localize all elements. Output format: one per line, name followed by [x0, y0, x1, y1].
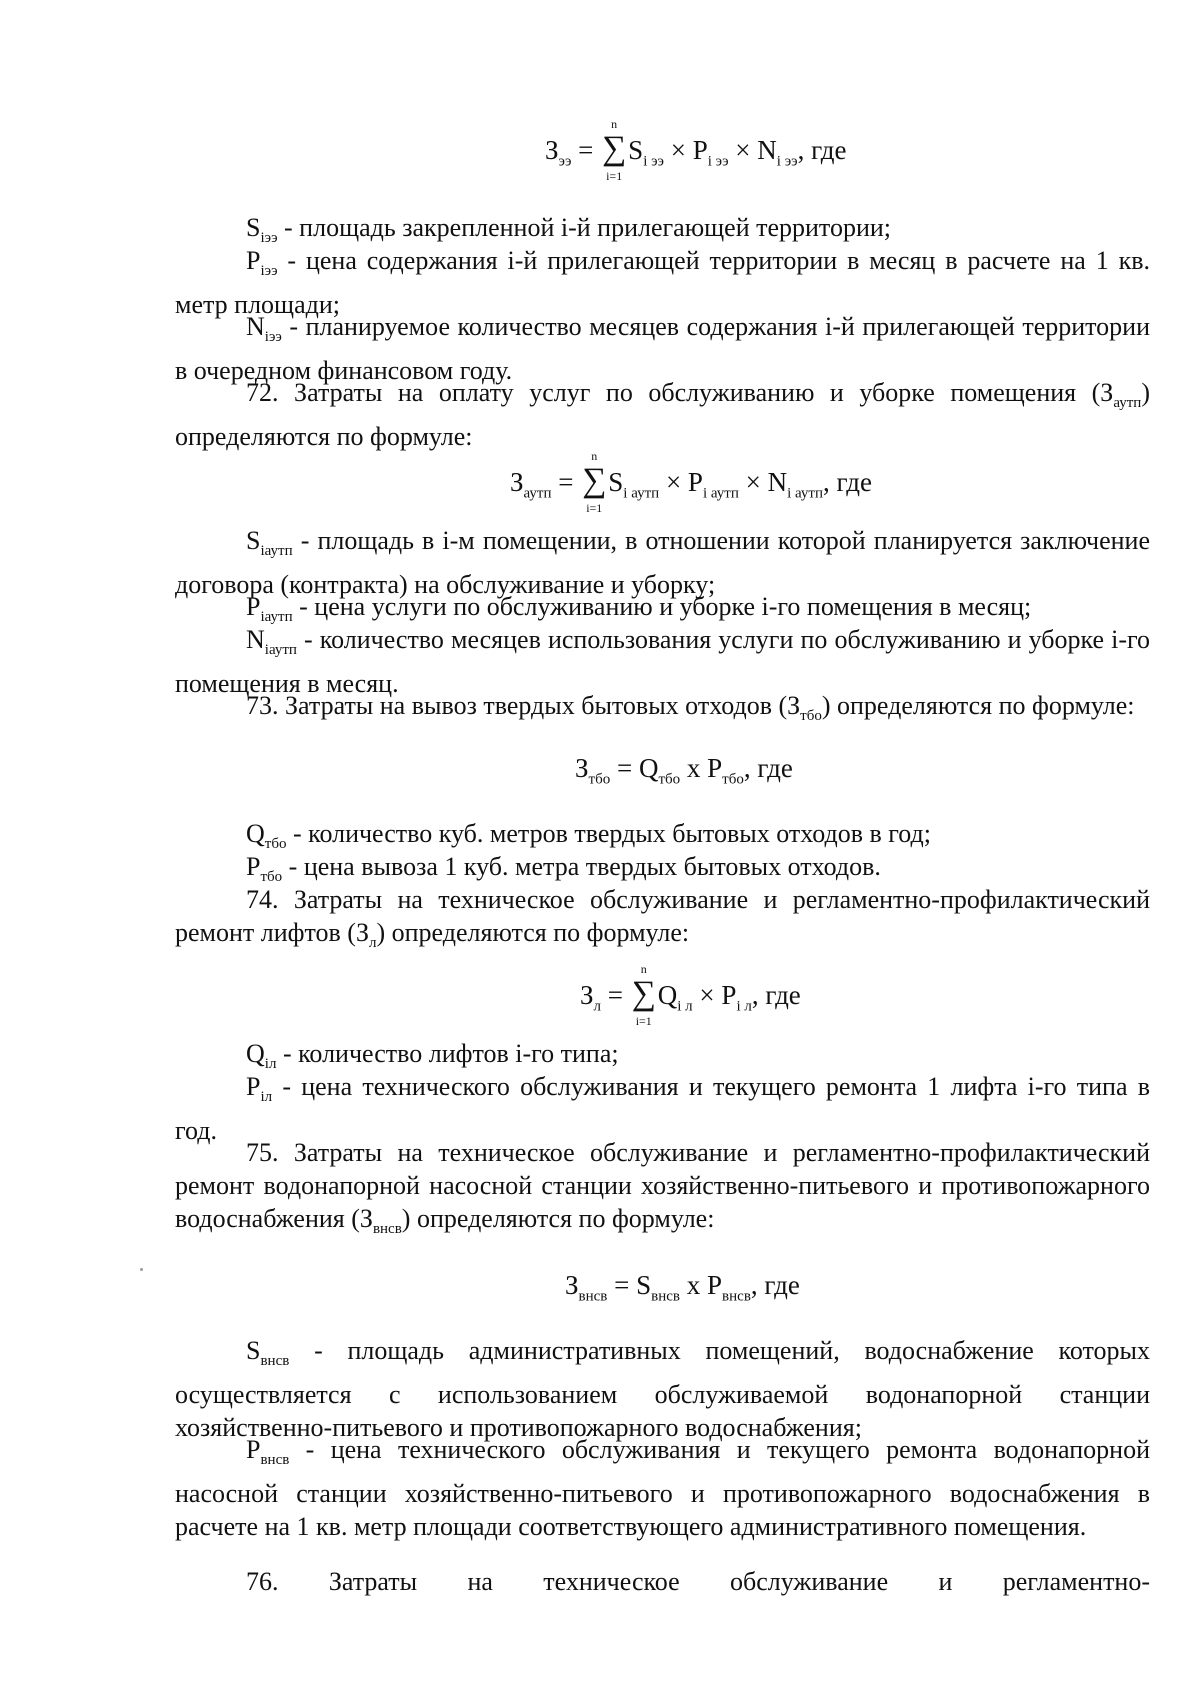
definition-p-ee: $P_{iээ}$ - цена содержания i-й прилегающей территории в месяц в расчете на 1 кв. метр площади; [175, 246, 1150, 320]
sum-sign: n ∑ i=1 [602, 117, 627, 183]
definition-n-autp: $N_{iаутп}$ - количество месяцев использования услуги по обслуживанию и уборке i-го помещения в месяц. [175, 625, 1150, 699]
definition-q-l: $Q_{iл}$ - количество лифтов i-го типа; [246, 1039, 619, 1073]
item-74: 74. Затраты на техническое обслуживание и регламентно-профилактический ремонт лифтов $(З_л)$ определяются по формуле: [175, 885, 1150, 952]
definition-p-autp: $P_{iаутп}$ - цена услуги по обслуживанию и уборке i-го помещения в месяц; [246, 592, 1032, 626]
item-72: 72. Затраты на оплату услуг по обслуживанию и уборке помещения $(З_{аутп})$ определяются по формуле: [175, 378, 1150, 452]
definition-q-tbo: $Q_{тбо}$ - количество куб. метров твердых бытовых отходов в год; [246, 819, 931, 853]
definition-n-ee: $N_{iээ}$ - планируемое количество месяцев содержания i-й прилегающей территории в очередном финансовом году. [175, 312, 1150, 386]
formula-waste: $З_{тбо} = Q_{тбо}$ x $P_{тбо}$, где [575, 753, 793, 788]
formula-elevators: $З_л$ = n ∑ i=1 $Q_{i л} \times P_{i л}$, где [580, 962, 801, 1028]
item-73: 73. Затраты на вывоз твердых бытовых отходов $(З_{тбо})$ определяются по формуле: [246, 691, 1135, 725]
scan-speck [140, 1268, 143, 1271]
definition-s-vnsv: $S_{внсв}$ - площадь административных помещений, водоснабжение которых осуществляется с использованием обслуживаемой водонапорной станции хозяйственно-питьевого и противопожарного водоснабжения; [175, 1336, 1150, 1443]
definition-p-vnsv: $P_{внсв}$ - цена технического обслуживания и текущего ремонта водонапорной насосной станции хозяйственно-питьевого и противопожарного водоснабжения в расчете на 1 кв. метр площади соответствующего административного помещения. [175, 1435, 1150, 1542]
sum-sign: n ∑ i=1 [631, 962, 657, 1028]
item-75: 75. Затраты на техническое обслуживание и регламентно-профилактический ремонт водонапорной насосной станции хозяйственно-питьевого и противопожарного водоснабжения $(З_{внсв})$ определяются по формуле: [175, 1138, 1150, 1238]
definition-p-l: $P_{iл}$ - цена технического обслуживания и текущего ремонта 1 лифта i-го типа в год. [175, 1072, 1150, 1146]
definition-s-ee: $S_{iээ}$ - площадь закрепленной i-й прилегающей территории; [246, 213, 891, 247]
item-76: 76. Затраты на техническое обслуживание и регламентно- [246, 1567, 1150, 1596]
formula-territory: $З_{ээ}$ = n ∑ i=1 $S_{i ээ} \times P_{i ээ} \times N_{i ээ}$, где [545, 117, 847, 183]
formula-cleaning: $З_{аутп}$ = n ∑ i=1 $S_{i аутп} \times P_{i аутп} \times N_{i аутп}$, где [510, 449, 872, 515]
formula-water-station: $З_{внсв} = S_{внсв}$ x $P_{внсв}$, где [565, 1270, 800, 1305]
definition-s-autp: $S_{iаутп}$ - площадь в i-м помещении, в отношении которой планируется заключение договора (контракта) на обслуживание и уборку; [175, 526, 1150, 600]
definition-p-tbo: $P_{тбо}$ - цена вывоза 1 куб. метра твердых бытовых отходов. [246, 852, 881, 886]
sum-sign: n ∑ i=1 [582, 449, 607, 515]
